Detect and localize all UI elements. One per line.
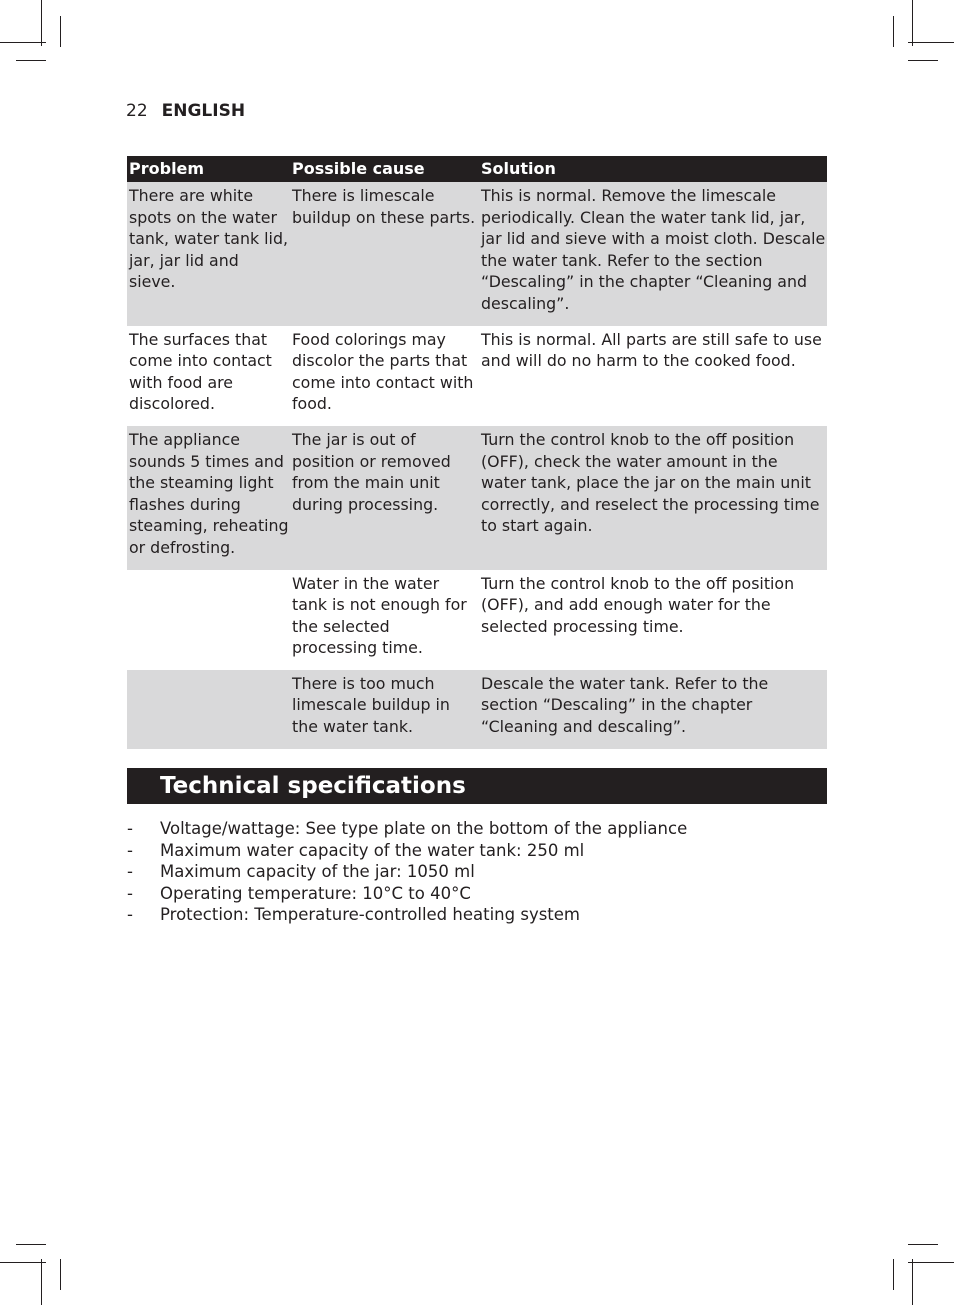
- solution-cell: Descale the water tank. Refer to the section “Descaling” in the chapter “Cleaning and descaling”.: [479, 670, 827, 749]
- crop-mark: [0, 1262, 46, 1263]
- cause-cell: There is too much limescale buildup in the water tank.: [290, 670, 479, 749]
- table-header-row: [127, 156, 827, 182]
- list-item: [127, 840, 827, 862]
- cause-cell: There is limescale buildup on these parts.: [290, 182, 479, 326]
- crop-mark: [16, 60, 46, 61]
- column-header-solution: Solution: [479, 156, 827, 182]
- solution-cell: This is normal. Remove the limescale periodically. Clean the water tank lid, jar, jar lid and sieve with a moist cloth. Descale the water tank. Refer to the section “Descaling” in the chapter “Cleaning and descaling”.: [479, 182, 827, 326]
- problem-cell: There are white spots on the water tank, water tank lid, jar, jar lid and sieve.: [127, 182, 290, 326]
- column-header-cause: Possible cause: [290, 156, 479, 182]
- bullet-dash: -: [127, 862, 133, 882]
- specifications-list: [127, 818, 827, 926]
- bullet-dash: -: [127, 883, 133, 903]
- bullet-dash: -: [127, 819, 133, 838]
- crop-mark: [908, 1262, 954, 1263]
- spec-text: Maximum water capacity of the water tank: 250 ml: [160, 840, 585, 860]
- table-row: [127, 570, 827, 670]
- crop-mark: [41, 0, 42, 46]
- spec-text: Operating temperature: 10°C to 40°C: [160, 883, 471, 903]
- problem-cell: [127, 570, 290, 670]
- cause-cell: The jar is out of position or removed from the main unit during processing.: [290, 426, 479, 570]
- bullet-dash: -: [127, 905, 133, 925]
- table-row: [127, 426, 827, 570]
- crop-mark: [41, 1259, 42, 1305]
- crop-mark: [16, 1244, 46, 1245]
- crop-mark: [60, 1259, 61, 1290]
- page-number: 22: [126, 101, 148, 121]
- troubleshooting-table: [127, 156, 827, 749]
- solution-cell: Turn the control knob to the off position (OFF), check the water amount in the water tank, place the jar on the main unit correctly, and reselect the processing time to start again.: [479, 426, 827, 570]
- cause-cell: Food colorings may discolor the parts that come into contact with food.: [290, 326, 479, 426]
- list-item: [127, 883, 827, 905]
- section-heading-bar: [127, 768, 827, 804]
- table-row: [127, 326, 827, 426]
- spec-text: Protection: Temperature-controlled heating system: [160, 905, 581, 925]
- table-row: [127, 670, 827, 749]
- bullet-dash: -: [127, 840, 133, 860]
- spec-text: Voltage/wattage: See type plate on the bottom of the appliance: [160, 819, 688, 838]
- crop-mark: [893, 16, 894, 47]
- crop-mark: [908, 1244, 938, 1245]
- crop-mark: [908, 60, 938, 61]
- spec-text: Maximum capacity of the jar: 1050 ml: [160, 862, 475, 882]
- cause-cell: Water in the water tank is not enough for the selected processing time.: [290, 570, 479, 670]
- problem-cell: The surfaces that come into contact with food are discolored.: [127, 326, 290, 426]
- page-header: [126, 99, 245, 123]
- list-item: [127, 818, 827, 840]
- crop-mark: [893, 1259, 894, 1290]
- crop-mark: [908, 42, 954, 43]
- section-title: Technical specifications: [160, 773, 466, 799]
- crop-mark: [60, 16, 61, 47]
- solution-cell: Turn the control knob to the off position (OFF), and add enough water for the selected processing time.: [479, 570, 827, 670]
- list-item: [127, 904, 827, 926]
- column-header-problem: Problem: [127, 156, 290, 182]
- language-label: ENGLISH: [161, 101, 246, 121]
- list-item: [127, 861, 827, 883]
- solution-cell: This is normal. All parts are still safe to use and will do no harm to the cooked food.: [479, 326, 827, 426]
- problem-cell: [127, 670, 290, 749]
- crop-mark: [912, 0, 913, 46]
- table-row: [127, 182, 827, 326]
- crop-mark: [912, 1259, 913, 1305]
- problem-cell: The appliance sounds 5 times and the steaming light flashes during steaming, reheating or defrosting.: [127, 426, 290, 570]
- crop-mark: [0, 42, 46, 43]
